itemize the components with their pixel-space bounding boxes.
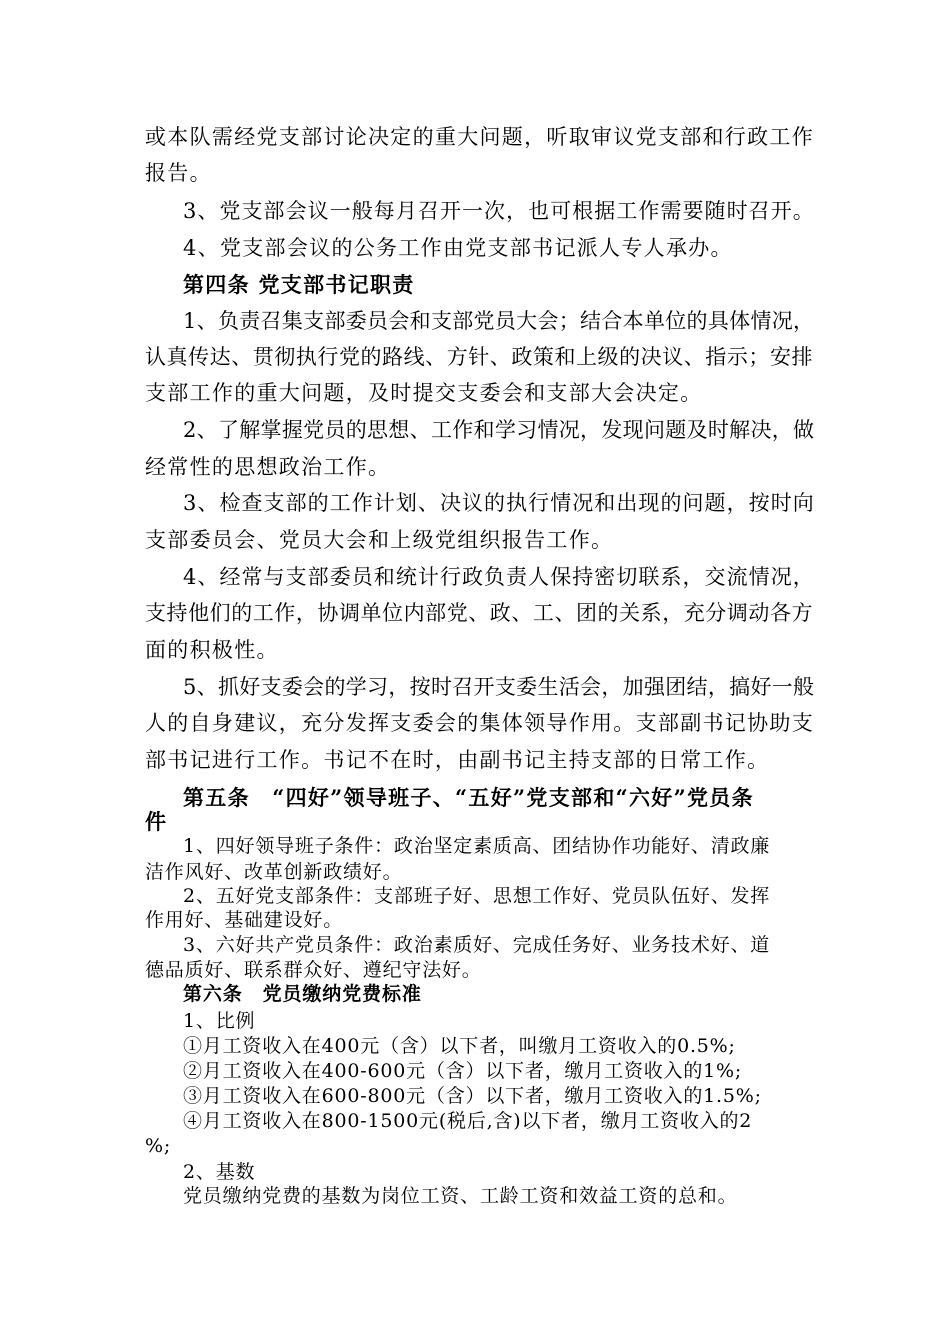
text-line: 德品质好、联系群众好、遵纪守法好。 (145, 959, 482, 981)
text-line: 4、经常与支部委员和统计行政负责人保持密切联系，交流情况， (183, 565, 815, 589)
text-line: 1、比例 (183, 1010, 256, 1032)
text-line: 2、五好党支部条件：支部班子好、思想工作好、党员队伍好、发挥 (183, 885, 771, 907)
text-line: 2、了解掌握党员的思想、工作和学习情况，发现问题及时解决，做 (183, 418, 815, 442)
text-line: 3、党支部会议一般每月召开一次，也可根据工作需要随时召开。 (183, 199, 815, 223)
text-line: 支部委员会、党员大会和上级党组织报告工作。 (145, 528, 614, 552)
text-line: 经常性的思想政治工作。 (145, 455, 391, 479)
text-line: 党员缴纳党费的基数为岗位工资、工龄工资和效益工资的总和。 (183, 1185, 738, 1207)
text-line: 4、党支部会议的公务工作由党支部书记派人专人承办。 (183, 236, 733, 260)
text-line: ②月工资收入在400-600元（含）以下者，缴月工资收入的1%; (183, 1060, 743, 1082)
text-line: 1、负责召集支部委员会和支部党员大会；结合本单位的具体情况， (183, 309, 815, 333)
article-heading: 件 (145, 809, 168, 834)
text-line: 支部工作的重大问题，及时提交支委会和支部大会决定。 (145, 381, 703, 405)
article-heading: 第五条 “四好”领导班子、“五好”党支部和“六好”党员条 (183, 785, 754, 810)
text-line: 或本队需经党支部讨论决定的重大问题，听取审议党支部和行政工作 (145, 125, 814, 149)
article-heading: 第六条 党员缴纳党费标准 (183, 983, 422, 1005)
text-line: ①月工资收入在400元（含）以下者，叫缴月工资收入的0.5%; (183, 1035, 736, 1057)
text-line: 1、四好领导班子条件：政治坚定素质高、团结协作功能好、清政廉 (183, 835, 771, 857)
text-line: ③月工资收入在600-800元（含）以下者，缴月工资收入的1.5%; (183, 1085, 762, 1107)
text-line: %; (145, 1135, 172, 1157)
text-line: 报告。 (145, 161, 212, 185)
text-line: 洁作风好、改革创新政绩好。 (145, 861, 403, 883)
text-line: 认真传达、贯彻执行党的路线、方针、政策和上级的决议、指示；安排 (145, 345, 814, 369)
text-line: ④月工资收入在800-1500元(税后,含)以下者，缴月工资收入的2 (183, 1110, 753, 1132)
text-line: 人的自身建议，充分发挥支委会的集体领导作用。支部副书记协助支 (145, 711, 814, 735)
text-line: 部书记进行工作。书记不在时，由副书记主持支部的日常工作。 (145, 748, 770, 772)
text-line: 支持他们的工作，协调单位内部党、政、工、团的关系，充分调动各方 (145, 601, 814, 625)
text-line: 作用好、基础建设好。 (145, 909, 344, 931)
text-line: 2、基数 (183, 1161, 256, 1183)
text-line: 3、六好共产党员条件：政治素质好、完成任务好、业务技术好、道 (183, 934, 771, 956)
text-line: 面的积极性。 (145, 638, 279, 662)
article-heading: 第四条 党支部书记职责 (183, 272, 415, 297)
text-line: 3、检查支部的工作计划、决议的执行情况和出现的问题，按时向 (183, 491, 815, 515)
text-line: 5、抓好支委会的学习，按时召开支委生活会，加强团结，搞好一般 (183, 675, 815, 699)
